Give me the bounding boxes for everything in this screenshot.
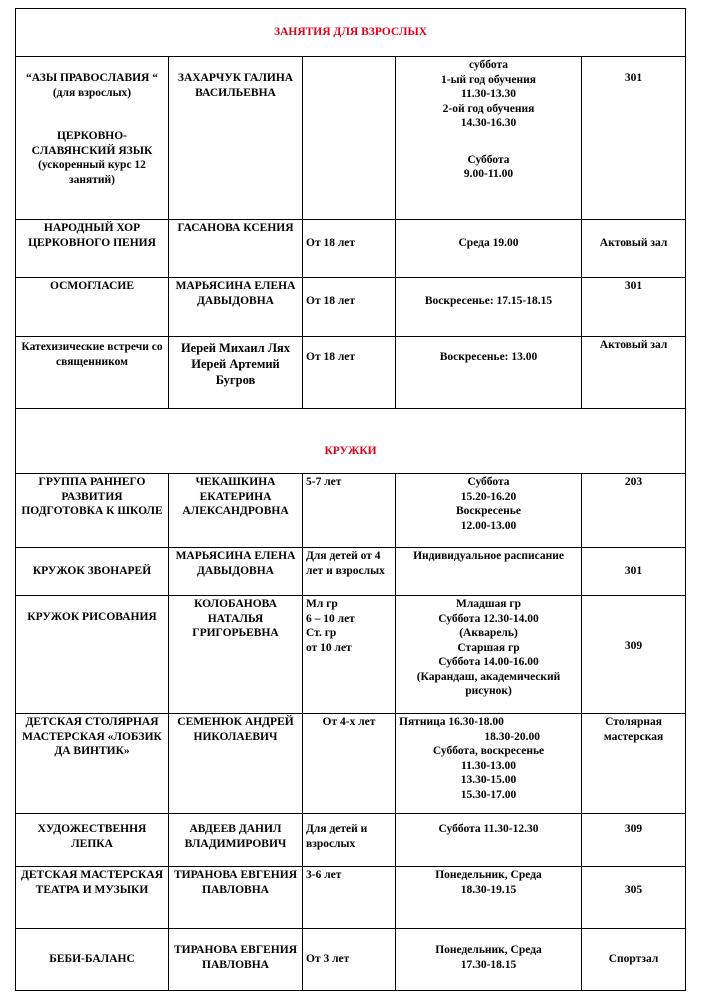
course-name-cell: ХУДОЖЕСТВЕННЯ ЛЕПКА [16,814,169,867]
schedule-line: 1-ый год обучения [441,73,536,86]
schedule-line: Суббота [467,153,510,166]
schedule-line: 12.00-13.00 [460,519,517,532]
room-cell: 309 [582,596,686,714]
schedule-cell [396,474,582,548]
course-name-cell: ГРУППА РАННЕГО РАЗВИТИЯ ПОДГОТОВКА К ШКОЛЕ [16,474,169,548]
teacher-cell: ЗАХАРЧУК ГАЛИНА ВАСИЛЬЕВНА [169,57,303,220]
table-row [16,714,686,814]
course-name: ЦЕРКОВНО-СЛАВЯНСКИЙ ЯЗЫК (ускоренный курс 12 занятий) [31,130,153,186]
room-cell: 301 [582,278,686,337]
schedule-line: 9.00-11.00 [463,168,514,180]
course-name-cell: БЕБИ-БАЛАНС [16,929,169,991]
schedule-table [15,8,686,991]
age-line: 6 – 10 лет [306,612,355,625]
room-cell: 301 [582,57,686,220]
age-cell: 3-6 лет [303,867,396,929]
age-cell: Для детей от 4 лет и взрослых [303,548,396,596]
course-name-cell: КРУЖОК РИСОВАНИЯ [16,596,169,714]
table-row [16,474,686,548]
schedule-line: 17.30-18.15 [460,958,517,971]
age-line: от 10 лет [306,641,352,654]
schedule-line: 15.20-16.20 [460,490,517,503]
course-name-cell: ДЕТСКАЯ МАСТЕРСКАЯ ТЕАТРА И МУЗЫКИ [16,867,169,929]
room-cell: 301 [582,548,686,596]
schedule-line: суббота [468,59,509,71]
section-header-adults [16,9,686,57]
teacher-cell: ТИРАНОВА ЕВГЕНИЯ ПАВЛОВНА [169,929,303,991]
teacher-cell: ГАСАНОВА КСЕНИЯ [169,220,303,278]
course-name-cell: НАРОДНЫЙ ХОР ЦЕРКОВНОГО ПЕНИЯ [16,220,169,278]
course-name-cell: ДЕТСКАЯ СТОЛЯРНАЯ МАСТЕРСКАЯ «ЛОБЗИК ДА ВИНТИК» [16,714,169,814]
schedule-cell [396,596,582,714]
course-name: “АЗЫ ПРАВОСЛАВИЯ “ (для взрослых) [25,72,158,99]
schedule-line: Понедельник, Среда [435,869,542,881]
schedule-line: 11.30-13.00 [461,759,516,772]
age-cell [303,596,396,714]
schedule-line: 2-ой год обучения [442,102,535,115]
schedule-cell: Воскресенье: 13.00 [396,337,582,409]
age-cell [303,57,396,220]
teacher-cell: СЕМЕНЮК АНДРЕЙ НИКОЛАЕВИЧ [169,714,303,814]
course-name-cell [16,57,169,220]
schedule-cell: Среда 19.00 [396,220,582,278]
teacher-cell: КОЛОБАНОВА НАТАЛЬЯ ГРИГОРЬЕВНА [169,596,303,714]
room-cell: 309 [582,814,686,867]
section-title: КРУЖКИ [16,409,686,474]
schedule-cell [396,714,582,814]
schedule-line: Младшая гр [455,598,522,610]
teacher-cell: АВДЕЕВ ДАНИЛ ВЛАДИМИРОВИЧ [169,814,303,867]
teacher-cell: МАРЬЯСИНА ЕЛЕНА ДАВЫДОВНА [169,278,303,337]
age-cell: Для детей и взрослых [303,814,396,867]
teacher-name: Иерей Михаил Лях [180,341,291,355]
age-line: Ст. гр [306,627,337,639]
schedule-cell: Суббота 11.30-12.30 [396,814,582,867]
age-cell: От 4-х лет [303,714,396,814]
schedule-cell: Индивидуальное расписание [396,548,582,596]
age-cell: От 18 лет [303,278,396,337]
teacher-name: Иерей Артемий Бугров [191,357,280,387]
schedule-cell [396,867,582,929]
room-cell: 305 [582,867,686,929]
table-row [16,337,686,409]
schedule-cell [396,57,582,220]
schedule-line: (Акварель) [459,627,518,639]
table-row [16,548,686,596]
age-cell: От 18 лет [303,337,396,409]
age-cell: От 18 лет [303,220,396,278]
schedule-line: 18.30-19.15 [460,883,517,896]
schedule-cell: Воскресенье: 17.15-18.15 [396,278,582,337]
table-row [16,814,686,867]
schedule-line: 13.30-15.00 [460,774,517,786]
table-row [16,278,686,337]
teacher-cell: МАРЬЯСИНА ЕЛЕНА ДАВЫДОВНА [169,548,303,596]
course-name-cell: Катехизические встречи со священником [16,337,169,409]
schedule-line: Понедельник, Среда [435,944,542,956]
schedule-line: Суббота, воскресенье [432,745,545,757]
room-cell: Столярная мастерская [582,714,686,814]
table-row [16,220,686,278]
schedule-line: 11.30-13.30 [461,88,516,100]
schedule-cell [396,929,582,991]
room-cell: 203 [582,474,686,548]
age-cell: От 3 лет [303,929,396,991]
room-cell: Спортзал [582,929,686,991]
schedule-line: 18.30-20.00 [484,730,540,743]
table-row [16,596,686,714]
schedule-line: Суббота 12.30-14.00 [438,612,539,625]
schedule-line: Суббота [467,476,510,488]
teacher-cell [169,337,303,409]
teacher-cell: ЧЕКАШКИНА ЕКАТЕРИНА АЛЕКСАНДРОВНА [169,474,303,548]
schedule-line: Старшая гр [457,641,520,654]
course-name-cell: ОСМОГЛАСИЕ [16,278,169,337]
course-name-cell: КРУЖОК ЗВОНАРЕЙ [16,548,169,596]
teacher-cell: ТИРАНОВА ЕВГЕНИЯ ПАВЛОВНА [169,867,303,929]
schedule-line: 15.30-17.00 [460,788,517,801]
room-cell: Актовый зал [582,220,686,278]
table-row [16,57,686,220]
schedule-line: 14.30-16.30 [460,117,517,129]
schedule-line: Суббота 14.00-16.00 [438,656,539,668]
schedule-line: Воскресенье [456,505,521,517]
table-row [16,929,686,991]
age-line: Мл гр [306,598,338,610]
age-cell: 5-7 лет [303,474,396,548]
table-row [16,867,686,929]
room-cell: Актовый зал [582,337,686,409]
section-title: ЗАНЯТИЯ ДЛЯ ВЗРОСЛЫХ [16,9,686,57]
section-header-clubs [16,409,686,474]
schedule-line: (Карандаш, академический рисунок) [416,670,561,697]
schedule-line: Пятница 16.30-18.00 [399,716,504,728]
